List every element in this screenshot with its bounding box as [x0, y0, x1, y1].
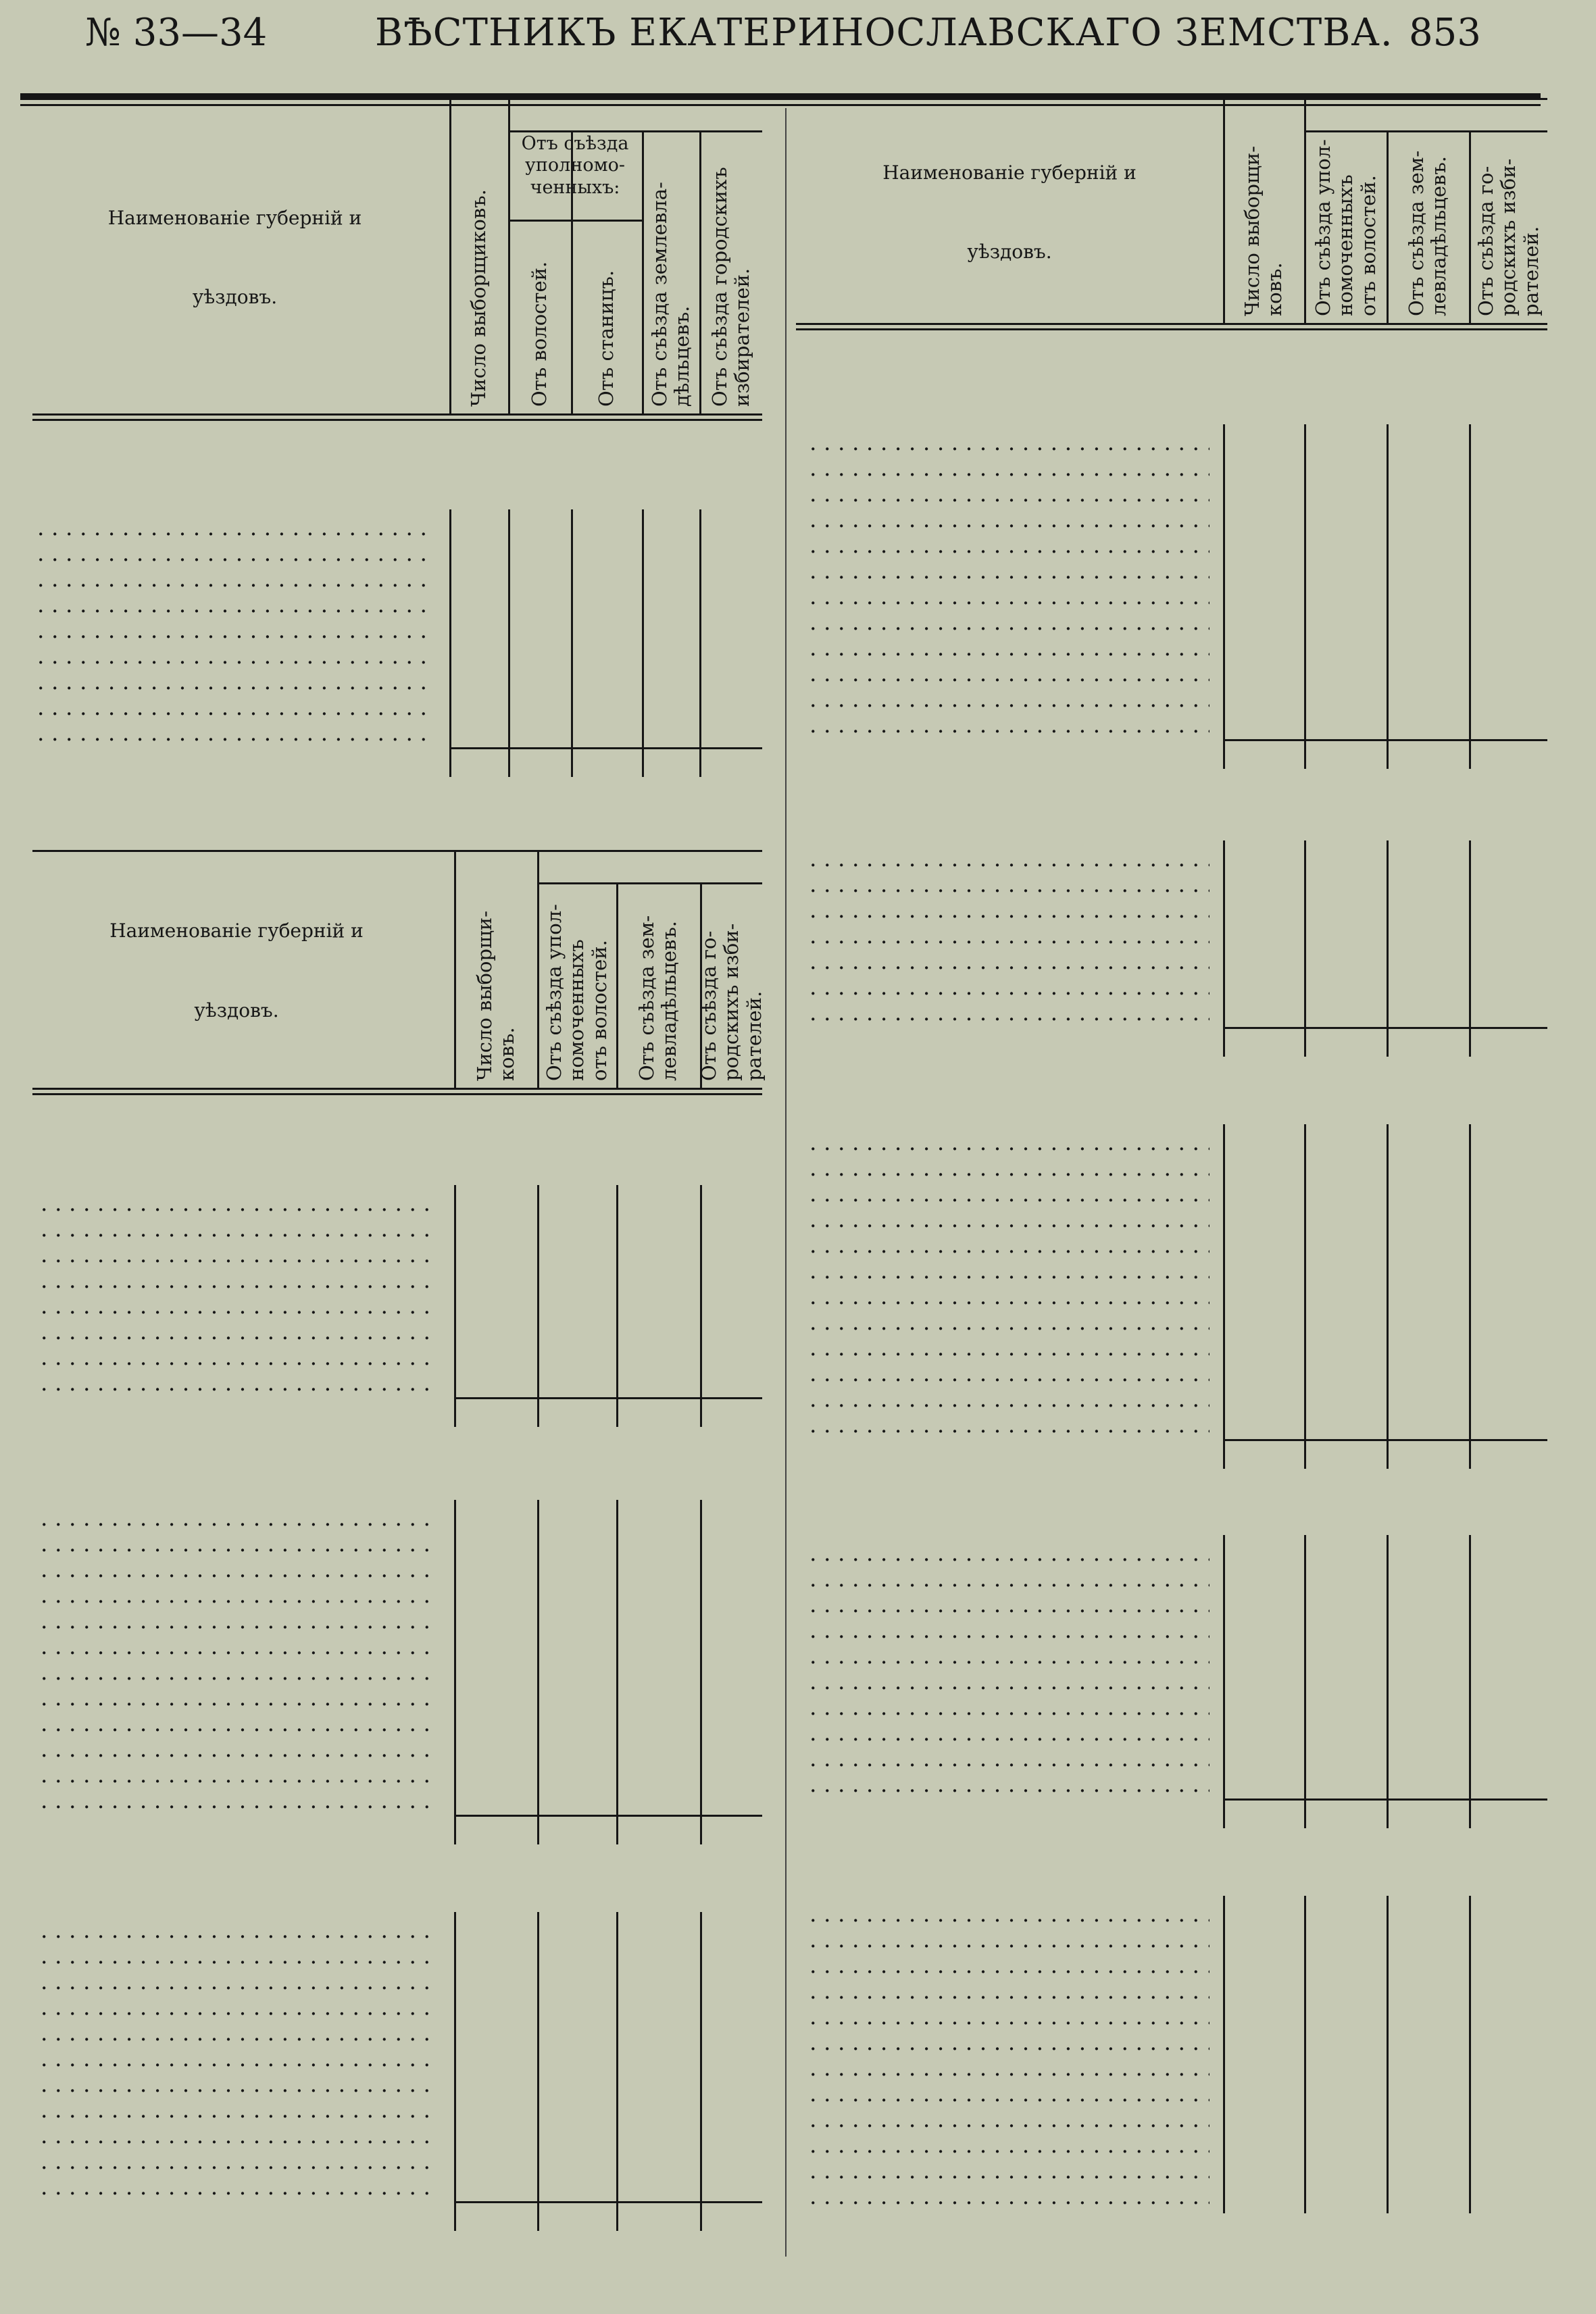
header-column-rule — [616, 882, 618, 1088]
district-name — [41, 1969, 432, 1994]
district-name — [809, 2030, 1210, 2055]
upolnom-line: ченныхъ: — [530, 176, 620, 198]
body-column-rule — [616, 1185, 618, 1427]
body-column-rule — [537, 1500, 539, 1844]
district-name — [37, 669, 432, 695]
district-name — [41, 1608, 432, 1634]
district-name — [41, 1711, 432, 1736]
district-name — [809, 2055, 1210, 2081]
district-name — [809, 1309, 1210, 1335]
district-name — [37, 618, 432, 643]
upolnom-line: уполномо- — [525, 155, 625, 176]
district-name — [809, 1566, 1210, 1592]
zeml-header-line: левладѣльцевъ. — [1427, 156, 1451, 316]
name-header-line: Наименованіе губерній и — [109, 920, 364, 942]
header-rule-bottom2 — [32, 1093, 762, 1095]
header-rule-top — [32, 850, 762, 852]
upol-header — [543, 904, 611, 1081]
district-name — [809, 2132, 1210, 2158]
upol-header-line: отъ волостей. — [1356, 175, 1380, 316]
zemlev-header-line: дѣльцевъ. — [670, 305, 693, 407]
district-name — [41, 1634, 432, 1659]
body-column-rule — [454, 1185, 456, 1427]
district-name — [37, 515, 432, 540]
body-column-rule — [1387, 1535, 1389, 1828]
district-name — [41, 2020, 432, 2046]
district-name — [809, 1901, 1210, 1927]
gor-header-line: Отъ съѣзда го- — [1474, 166, 1497, 316]
volosti-header-line: Отъ волостей. — [528, 261, 551, 407]
zemlev-header — [649, 182, 694, 407]
district-name — [37, 643, 432, 669]
body-column-rule — [1304, 424, 1306, 769]
gorod-header — [709, 167, 754, 407]
upolnom-rule — [508, 220, 642, 222]
column-divider — [785, 108, 787, 2257]
zeml-header — [636, 915, 681, 1081]
district-name — [809, 1130, 1210, 1155]
body-column-rule — [699, 509, 701, 777]
body-column-rule — [454, 1912, 456, 2231]
district-name — [809, 1284, 1210, 1309]
upolnom-line: Отъ съѣзда — [521, 133, 629, 154]
body-column-rule — [537, 1185, 539, 1427]
body-column-rule — [642, 509, 644, 777]
gor-header-line: Отъ съѣзда го- — [697, 930, 720, 1081]
district-name — [809, 923, 1210, 949]
gor-header-line: рателей. — [742, 990, 766, 1081]
district-name — [809, 455, 1210, 481]
district-name — [809, 2107, 1210, 2132]
including-rule — [537, 882, 762, 884]
body-column-rule — [616, 1912, 618, 2231]
upol-header-line: Отъ съѣзда упол- — [1311, 139, 1335, 316]
district-name — [41, 1242, 432, 1267]
district-name — [809, 974, 1210, 1000]
number-header — [474, 911, 519, 1081]
volosti-header — [528, 261, 551, 407]
body-column-rule — [700, 1185, 702, 1427]
body-column-rule — [1469, 424, 1471, 769]
district-name — [809, 507, 1210, 532]
gor-header-line: рателей. — [1519, 226, 1543, 316]
header-column-rule — [449, 98, 451, 413]
district-name — [809, 1592, 1210, 1617]
including-rule — [1304, 130, 1547, 132]
district-name — [41, 1659, 432, 1685]
district-name — [41, 1943, 432, 1969]
name-header-line: уѣздовъ. — [194, 999, 279, 1022]
district-name — [809, 1540, 1210, 1566]
body-column-rule — [1387, 424, 1389, 769]
header-rule-bottom — [796, 323, 1547, 325]
body-column-rule — [1304, 1896, 1306, 2213]
district-name — [809, 1181, 1210, 1207]
header-column-rule — [1387, 130, 1389, 323]
district-name — [41, 1293, 432, 1319]
district-name — [809, 1953, 1210, 1978]
header-column-rule — [1223, 98, 1225, 323]
district-name — [41, 1788, 432, 1813]
district-name — [809, 661, 1210, 686]
district-name — [41, 1531, 432, 1557]
page-header — [0, 0, 1596, 95]
number-header-line: Число выборщи- — [472, 910, 496, 1081]
district-name — [809, 558, 1210, 584]
upolnom-label — [508, 133, 642, 199]
district-name — [809, 1617, 1210, 1643]
body-column-rule — [1223, 1124, 1225, 1469]
district-name — [809, 1771, 1210, 1797]
district-name — [809, 1927, 1210, 1953]
district-name — [41, 1344, 432, 1370]
district-name — [41, 1582, 432, 1608]
total-rule — [454, 1397, 762, 1399]
name-column-header — [41, 915, 432, 1026]
name-header-line: уѣздовъ. — [967, 241, 1052, 263]
district-name — [809, 949, 1210, 974]
number-header-line: Число выборщиковъ. — [467, 189, 490, 407]
header-column-rule — [537, 850, 539, 1088]
page-number: 853 — [1409, 11, 1481, 55]
district-name — [41, 2071, 432, 2097]
body-column-rule — [1469, 1535, 1471, 1828]
upol-header-line: номоченныхъ — [565, 939, 589, 1081]
header-rule-top — [32, 98, 762, 100]
body-column-rule — [616, 1500, 618, 1844]
number-header-line: ковъ. — [1263, 262, 1287, 316]
district-name — [37, 566, 432, 592]
zemlev-header-line: Отъ съѣзда землевла- — [647, 182, 671, 407]
district-name — [41, 2174, 432, 2200]
body-column-rule — [1223, 1535, 1225, 1828]
header-rule-thin — [20, 104, 1541, 106]
district-name — [809, 1386, 1210, 1412]
district-name — [41, 1736, 432, 1762]
district-name — [809, 1361, 1210, 1386]
number-header-line: Число выборщи- — [1241, 145, 1264, 316]
district-name — [41, 2123, 432, 2148]
name-column-header — [809, 157, 1210, 268]
stanits-header — [595, 270, 618, 407]
district-name — [41, 1319, 432, 1344]
header-rule-bottom — [32, 413, 762, 416]
including-rule — [508, 130, 762, 132]
header-column-rule — [642, 130, 644, 413]
body-column-rule — [1387, 840, 1389, 1057]
district-name — [41, 1190, 432, 1216]
number-header — [1241, 146, 1287, 316]
district-name — [41, 2097, 432, 2123]
body-column-rule — [700, 1500, 702, 1844]
gor-header-line: родскихъ изби- — [1496, 158, 1520, 316]
body-column-rule — [1304, 1535, 1306, 1828]
header-column-rule — [454, 850, 456, 1088]
body-column-rule — [1223, 424, 1225, 769]
district-name — [809, 584, 1210, 609]
district-name — [37, 720, 432, 746]
district-name — [41, 1216, 432, 1242]
district-name — [809, 1412, 1210, 1438]
district-name — [37, 695, 432, 720]
name-header-line: Наименованіе губерній и — [107, 206, 362, 229]
district-name — [41, 1994, 432, 2020]
district-name — [809, 2004, 1210, 2030]
body-column-rule — [1223, 840, 1225, 1057]
district-name — [809, 2158, 1210, 2184]
total-rule — [454, 1815, 762, 1817]
district-name — [809, 1232, 1210, 1258]
body-column-rule — [1469, 840, 1471, 1057]
district-name — [41, 1685, 432, 1711]
header-column-rule — [699, 130, 701, 413]
upol-header-line: Отъ съѣзда упол- — [543, 904, 566, 1081]
issue-number: № 33—34 — [85, 11, 268, 55]
total-rule — [1223, 739, 1547, 741]
district-name — [41, 1370, 432, 1396]
body-column-rule — [1469, 1896, 1471, 2213]
body-column-rule — [537, 1912, 539, 2231]
number-header-line: ковъ. — [495, 1027, 518, 1081]
district-name — [809, 897, 1210, 923]
district-name — [809, 846, 1210, 872]
gor-header — [698, 924, 766, 1081]
body-column-rule — [700, 1912, 702, 2231]
name-header-line: уѣздовъ. — [192, 286, 278, 309]
body-column-rule — [1387, 1124, 1389, 1469]
header-column-rule — [1469, 130, 1471, 323]
district-name — [809, 532, 1210, 558]
district-name — [809, 872, 1210, 897]
zeml-header — [1405, 151, 1451, 316]
district-name — [809, 481, 1210, 507]
body-column-rule — [454, 1500, 456, 1844]
district-name — [37, 592, 432, 618]
district-name — [809, 1643, 1210, 1669]
zeml-header-line: Отъ съѣзда зем- — [1405, 150, 1428, 316]
district-name — [809, 686, 1210, 712]
body-column-rule — [1304, 840, 1306, 1057]
total-rule — [1223, 1439, 1547, 1441]
district-name — [809, 1978, 1210, 2004]
gor-header-line: родскихъ изби- — [719, 923, 743, 1081]
total-rule — [454, 2201, 762, 2203]
body-column-rule — [1469, 1124, 1471, 1469]
district-name — [41, 1762, 432, 1788]
zeml-header-line: левладѣльцевъ. — [657, 921, 681, 1081]
district-name — [809, 430, 1210, 455]
name-header-line: Наименованіе губерній и — [882, 161, 1137, 184]
total-rule — [1223, 1027, 1547, 1029]
header-rule-bottom — [32, 1088, 762, 1090]
zeml-header-line: Отъ съѣзда зем- — [635, 915, 658, 1081]
number-header — [468, 189, 490, 407]
district-name — [809, 1000, 1210, 1026]
district-name — [809, 635, 1210, 661]
district-name — [809, 1155, 1210, 1181]
district-name — [809, 1207, 1210, 1232]
total-rule — [1223, 1799, 1547, 1801]
stanits-header-line: Отъ станицъ. — [595, 270, 618, 407]
district-name — [809, 2081, 1210, 2107]
header-rule-bottom2 — [796, 328, 1547, 330]
body-column-rule — [1387, 1896, 1389, 2213]
body-column-rule — [508, 509, 510, 777]
body-column-rule — [1304, 1124, 1306, 1469]
district-name — [41, 2148, 432, 2174]
district-name — [41, 1505, 432, 1531]
district-name — [809, 712, 1210, 738]
total-rule — [449, 747, 762, 749]
district-name — [809, 1746, 1210, 1771]
district-name — [809, 2184, 1210, 2209]
district-name — [809, 1258, 1210, 1284]
district-name — [41, 1267, 432, 1293]
gorod-header-line: Отъ съѣзда городскихъ — [707, 167, 731, 407]
district-name — [809, 609, 1210, 635]
gor-header — [1475, 159, 1543, 316]
upol-header-line: отъ волостей. — [587, 940, 611, 1081]
upol-header-line: номоченныхъ — [1333, 174, 1357, 316]
district-name — [41, 2046, 432, 2071]
body-column-rule — [449, 509, 451, 777]
district-name — [809, 1694, 1210, 1720]
gorod-header-line: избирателей. — [730, 268, 753, 407]
district-name — [809, 1335, 1210, 1361]
body-column-rule — [1223, 1896, 1225, 2213]
district-name — [37, 540, 432, 566]
district-name — [41, 1917, 432, 1943]
district-name — [809, 1669, 1210, 1694]
body-column-rule — [571, 509, 573, 777]
district-name — [41, 1557, 432, 1582]
header-rule-top — [796, 98, 1547, 100]
upol-header — [1312, 139, 1380, 316]
header-rule-bottom2 — [32, 419, 762, 421]
journal-title: ВѢСТНИКЪ ЕКАТЕРИНОСЛАВСКАГО ЗЕМСТВА. — [375, 11, 1393, 55]
district-name — [809, 1720, 1210, 1746]
name-column-header — [37, 202, 432, 313]
